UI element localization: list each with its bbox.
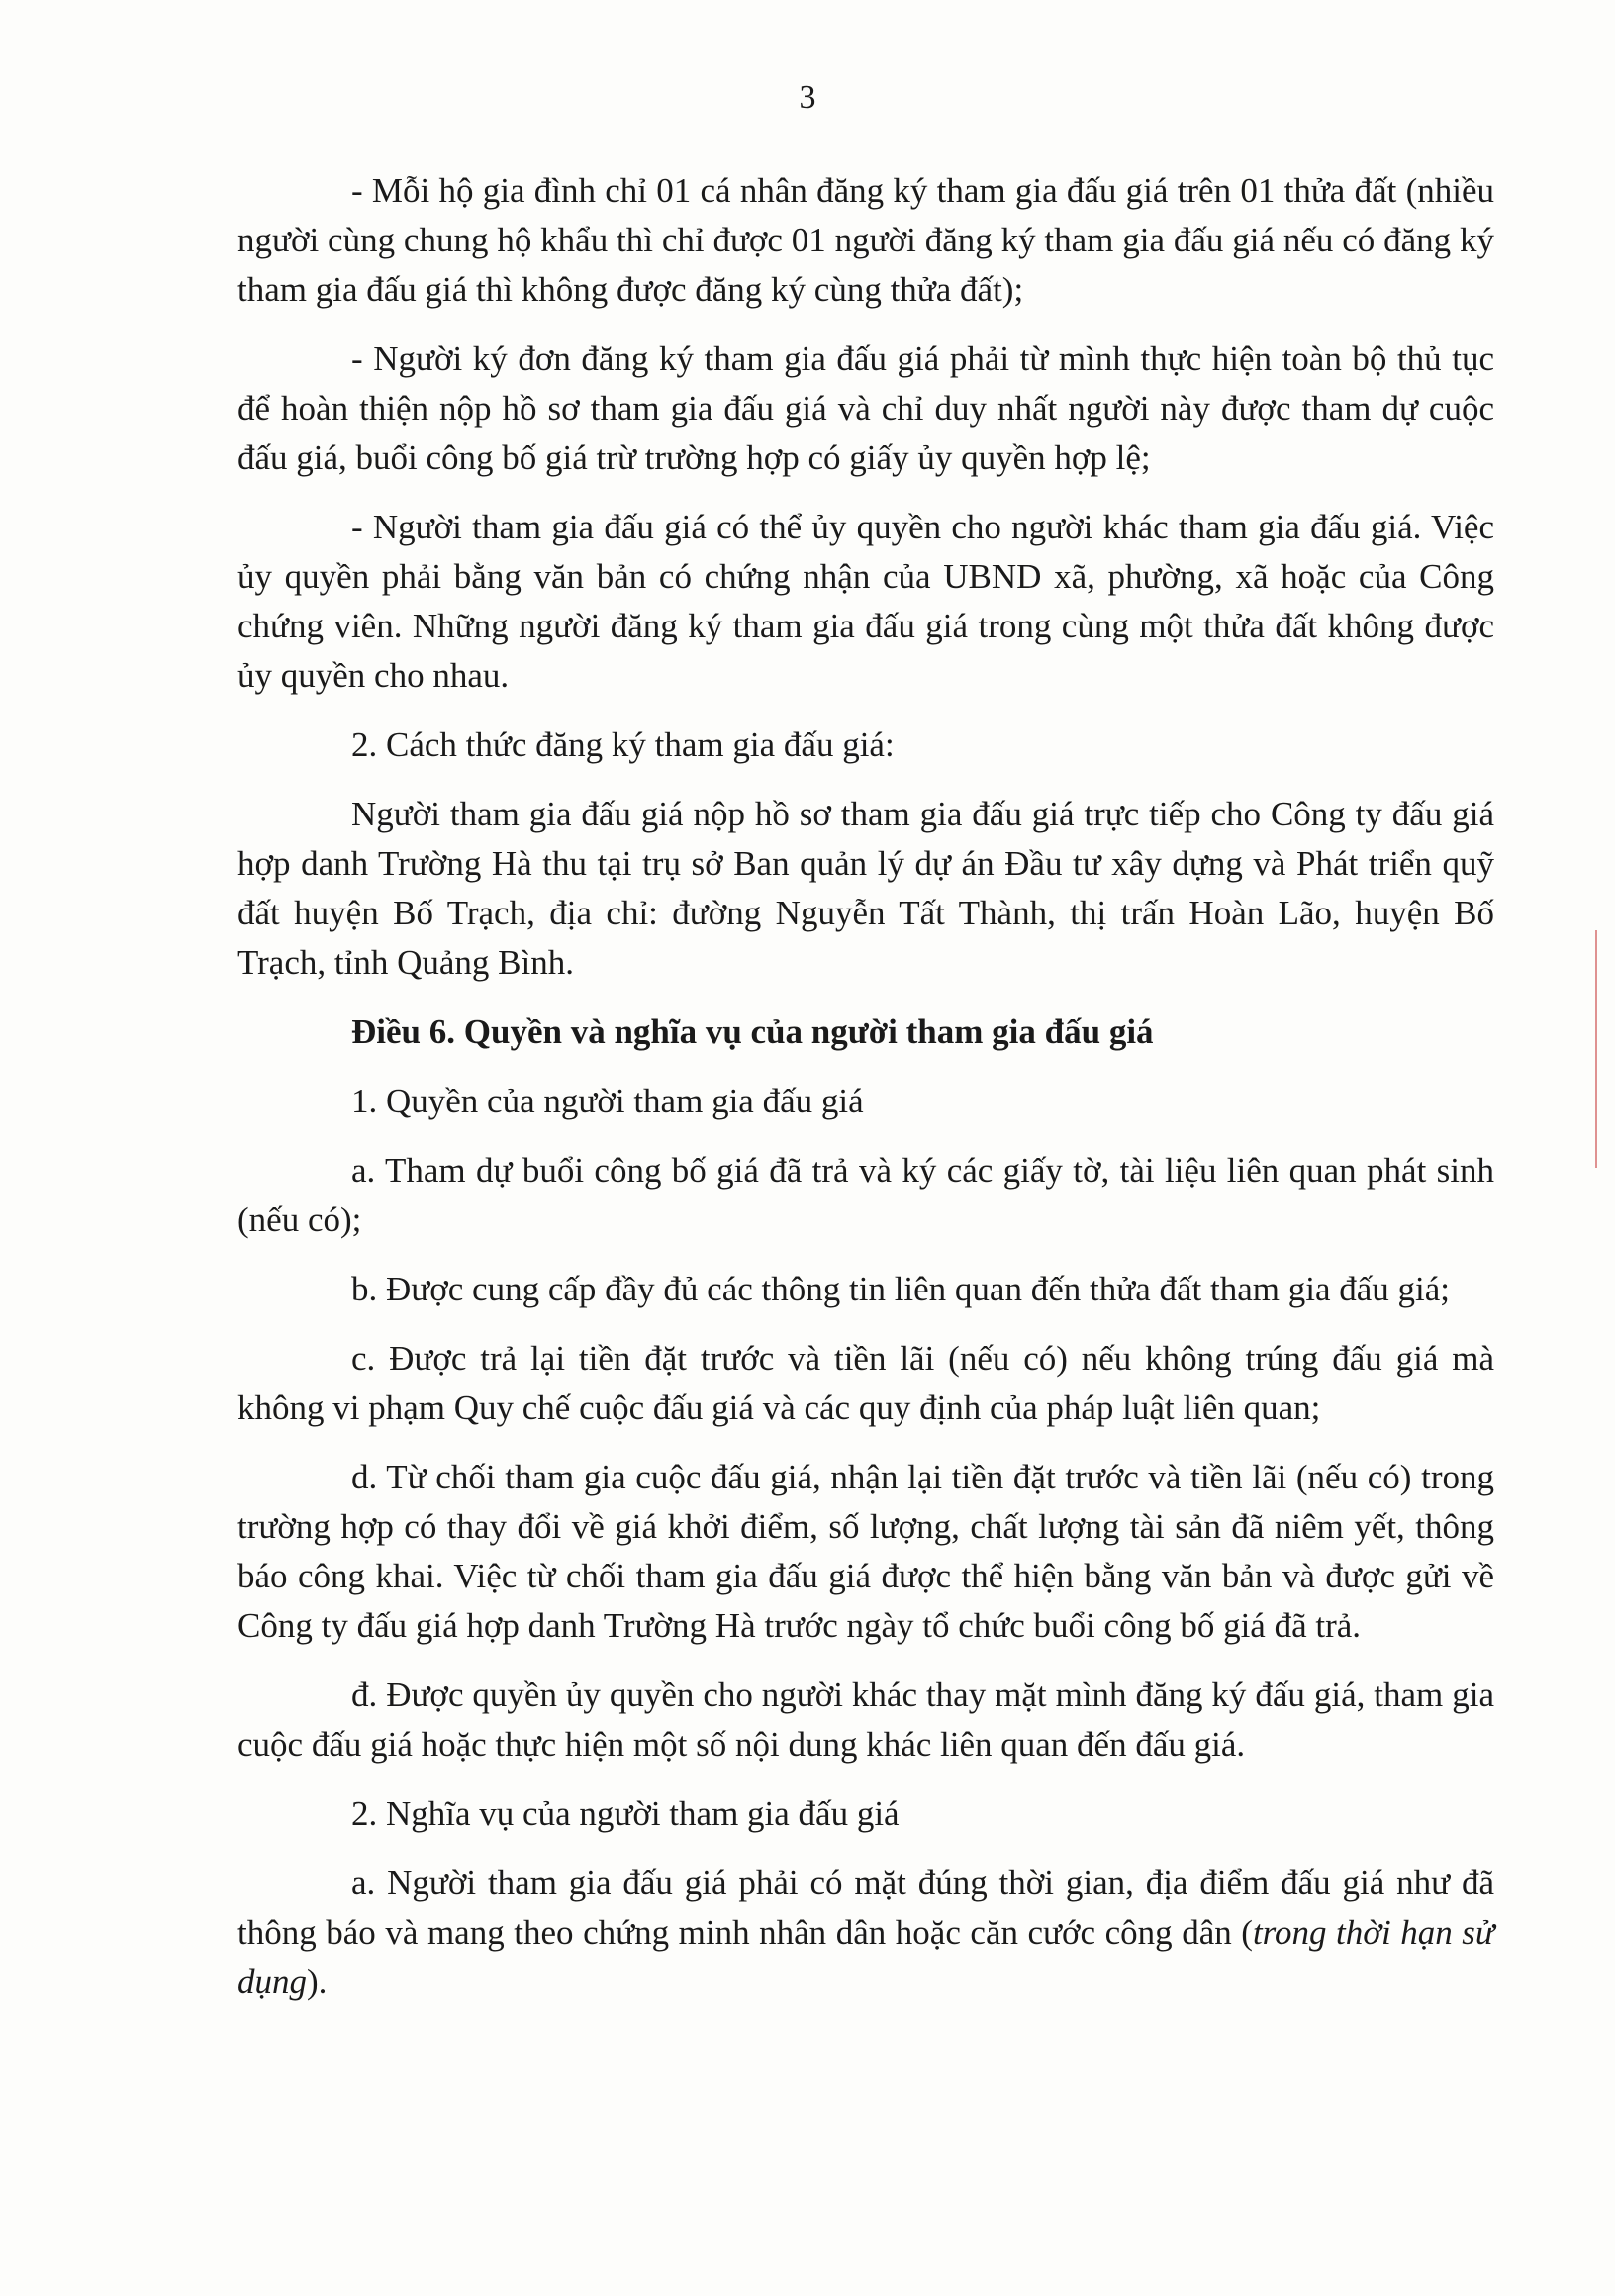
paragraph-obligation-a: [238, 1859, 1494, 2007]
paragraph-right-a: a. Tham dự buổi công bố giá đã trả và ký các giấy tờ, tài liệu liên quan phát sinh (nếu có);: [238, 1151, 1494, 1239]
paragraph-right-dd: đ. Được quyền ủy quyền cho người khác thay mặt mình đăng ký đấu giá, tham gia cuộc đấu giá hoặc thực hiện một số nội dung khác liên quan đến đấu giá.: [238, 1675, 1494, 1764]
obligation-a-text: a. Người tham gia đấu giá phải có mặt đúng thời gian, địa điểm đấu giá như đã thông báo và mang theo chứng minh nhân dân hoặc căn cước công dân (: [238, 1864, 1494, 1952]
paragraph-obligations-title: 2. Nghĩa vụ của người tham gia đấu giá: [351, 1794, 900, 1833]
paragraph-right-d: d. Từ chối tham gia cuộc đấu giá, nhận lại tiền đặt trước và tiền lãi (nếu có) trong trường hợp có thay đổi về giá khởi điểm, số lượng, chất lượng tài sản đã niêm yết, thông báo công khai. Việc từ chối tham gia đấu giá được thể hiện bằng văn bản và được gửi về Công ty đấu giá hợp danh Trường Hà trước ngày tổ chức buổi công bố giá đã trả.: [238, 1458, 1494, 1645]
obligation-a-end: ).: [307, 1962, 328, 2001]
paragraph-right-c: c. Được trả lại tiền đặt trước và tiền lãi (nếu có) nếu không trúng đấu giá mà không vi phạm Quy chế cuộc đấu giá và các quy định của pháp luật liên quan;: [238, 1339, 1494, 1427]
page-number: 3: [799, 79, 816, 116]
article-6-heading: Điều 6. Quyền và nghĩa vụ của người tham gia đấu giá: [351, 1012, 1154, 1051]
paragraph-household-rule: - Mỗi hộ gia đình chỉ 01 cá nhân đăng ký tham gia đấu giá trên 01 thửa đất (nhiều người cùng chung hộ khẩu thì chỉ được 01 người đăng ký tham gia đấu giá nếu có đăng ký tham gia đấu giá thì không được đăng ký cùng thửa đất);: [238, 171, 1494, 309]
paragraph-right-b: b. Được cung cấp đầy đủ các thông tin liên quan đến thửa đất tham gia đấu giá;: [351, 1270, 1451, 1308]
paragraph-authorization-rule: - Người tham gia đấu giá có thể ủy quyền cho người khác tham gia đấu giá. Việc ủy quyền phải bằng văn bản có chứng nhận của UBND xã, phường, xã hoặc của Công chứng viên. Những người đăng ký tham gia đấu giá trong cùng một thửa đất không được ủy quyền cho nhau.: [238, 508, 1494, 695]
paragraph-registration-method: Người tham gia đấu giá nộp hồ sơ tham gia đấu giá trực tiếp cho Công ty đấu giá hợp danh Trường Hà thu tại trụ sở Ban quản lý dự án Đầu tư xây dựng và Phát triển quỹ đất huyện Bố Trạch, địa chỉ: đường Nguyễn Tất Thành, thị trấn Hoàn Lão, huyện Bố Trạch, tỉnh Quảng Bình.: [238, 795, 1494, 982]
paragraph-rights-title: 1. Quyền của người tham gia đấu giá: [351, 1082, 864, 1120]
obligation-a-italic: trong thời hạn sử dụng: [238, 1913, 1494, 2001]
paragraph-signer-rule: - Người ký đơn đăng ký tham gia đấu giá phải từ mình thực hiện toàn bộ thủ tục để hoàn thiện nộp hồ sơ tham gia đấu giá và chỉ duy nhất người này được tham dự cuộc đấu giá, buổi công bố giá trừ trường hợp có giấy ủy quyền hợp lệ;: [238, 339, 1494, 477]
paragraph-registration-method-title: 2. Cách thức đăng ký tham gia đấu giá:: [351, 725, 895, 764]
stamp-edge-mark: [1595, 930, 1615, 1168]
document-body: [238, 166, 1494, 2027]
